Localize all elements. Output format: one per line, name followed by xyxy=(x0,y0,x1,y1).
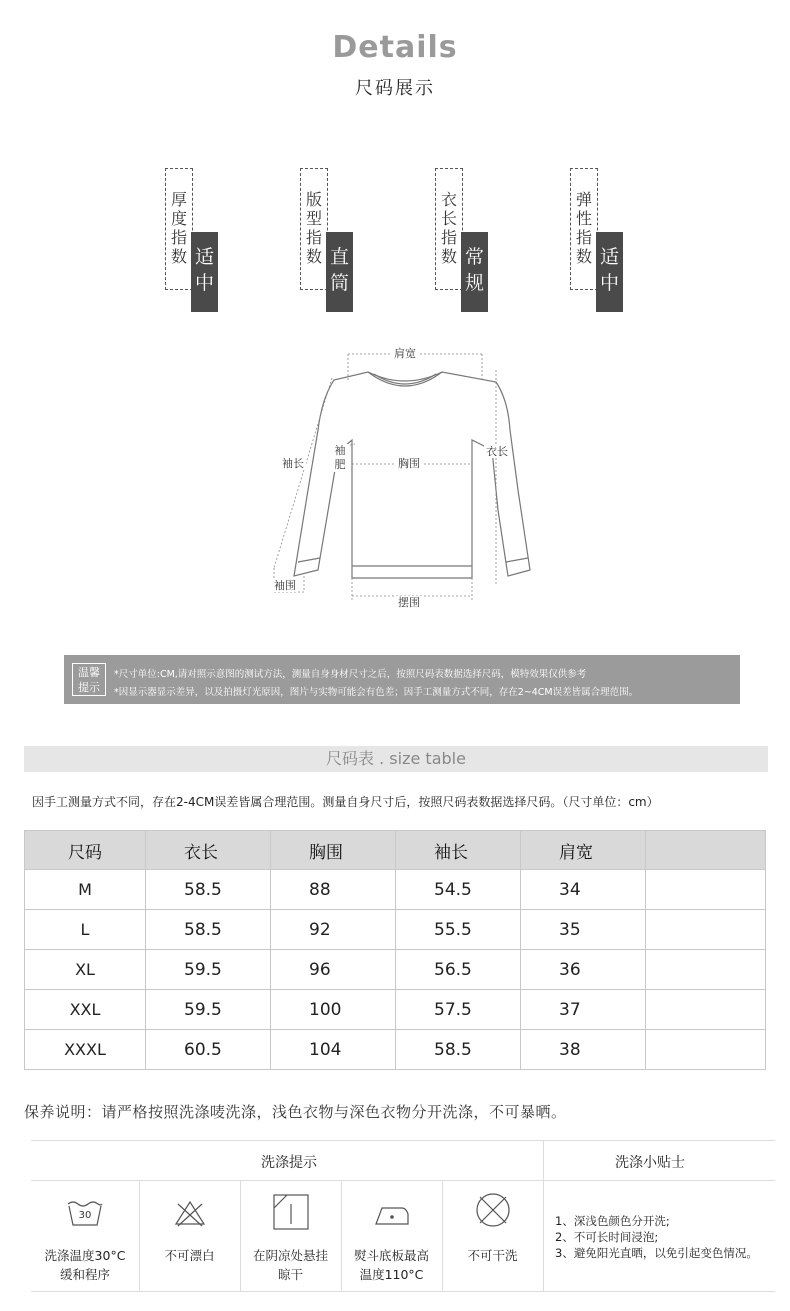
cell-empty xyxy=(646,1030,766,1070)
table-row xyxy=(25,1030,766,1070)
sweater-measurement-diagram xyxy=(260,340,550,620)
index-label: 弹性指数 xyxy=(575,190,592,266)
cell-shoulder: 34 xyxy=(521,870,646,910)
cell-size: XL xyxy=(25,950,146,990)
table-row xyxy=(25,910,766,950)
wash-notes-header: 洗涤小贴士 xyxy=(615,1155,685,1171)
wash-item-temperature xyxy=(31,1180,139,1292)
list-item: 1、深浅色颜色分开洗; xyxy=(555,1214,670,1228)
divider xyxy=(31,1140,775,1141)
wash-item-text: 在阴凉处悬挂 晾干 xyxy=(252,1248,328,1282)
cell-sleeve: 55.5 xyxy=(396,910,521,950)
header-sleeve: 袖长 xyxy=(396,831,521,870)
index-value: 适中 xyxy=(596,232,623,312)
list-item: 3、避免阳光直晒，以免引起变色情况。 xyxy=(555,1246,758,1260)
label-sleeve-length: 袖长 xyxy=(282,457,304,470)
wash-item-no-dry-clean xyxy=(442,1180,543,1292)
wash-guide-panel xyxy=(31,1140,775,1292)
iron-icon xyxy=(372,1198,412,1232)
cell-length: 60.5 xyxy=(146,1030,271,1070)
label-chest: 胸围 xyxy=(398,457,420,470)
wash-item-iron xyxy=(341,1180,442,1292)
size-table-title: 尺码表 . size table xyxy=(24,746,768,772)
cell-sleeve: 54.5 xyxy=(396,870,521,910)
index-fit xyxy=(300,168,360,313)
label-cuff: 袖围 xyxy=(274,579,296,592)
header-size: 尺码 xyxy=(25,831,146,870)
wash-item-text: 洗涤温度30°C 缓和程序 xyxy=(44,1248,126,1282)
wash-item-text: 熨斗底板最高 温度110°C xyxy=(353,1248,429,1282)
header-chest: 胸围 xyxy=(271,831,396,870)
wash-item-hang-dry xyxy=(240,1180,341,1292)
warm-tips-notice xyxy=(64,655,740,704)
index-value: 适中 xyxy=(191,232,218,312)
wash-item-text: 不可干洗 xyxy=(467,1248,518,1263)
table-row xyxy=(25,990,766,1030)
cell-shoulder: 36 xyxy=(521,950,646,990)
notice-line-2: *因显示器显示差异，以及拍摄灯光原因，图片与实物可能会有色差；因手工测量方式不同，存在2~4CM误差皆属合理范围。 xyxy=(114,687,639,698)
wash-item-no-bleach xyxy=(139,1180,240,1292)
index-label: 厚度指数 xyxy=(170,190,187,266)
index-elasticity xyxy=(570,168,630,313)
cell-empty xyxy=(646,910,766,950)
cell-empty xyxy=(646,990,766,1030)
index-value: 常规 xyxy=(461,232,488,312)
no-bleach-icon xyxy=(170,1198,210,1232)
label-length: 衣长 xyxy=(486,445,508,458)
cell-empty xyxy=(646,870,766,910)
notice-line-1: *尺寸单位:CM,请对照示意图的测试方法，测量自身身材尺寸之后，按照尺码表数据选择尺码，模特效果仅供参考 xyxy=(114,669,587,680)
care-instructions: 保养说明：请严格按照洗涤唛洗涤，浅色衣物与深色衣物分开洗涤，不可暴晒。 xyxy=(24,1103,567,1121)
sweater-outline-icon xyxy=(260,340,550,620)
cell-shoulder: 35 xyxy=(521,910,646,950)
no-dry-clean-icon xyxy=(473,1190,513,1234)
wash-item-text: 不可漂白 xyxy=(164,1248,215,1263)
cell-shoulder: 37 xyxy=(521,990,646,1030)
cell-chest: 100 xyxy=(271,990,396,1030)
table-row xyxy=(25,870,766,910)
divider xyxy=(543,1140,544,1292)
cell-chest: 96 xyxy=(271,950,396,990)
size-table-note: 因手工测量方式不同，存在2-4CM误差皆属合理范围。测量自身尺寸后，按照尺码表数据选择尺码。（尺寸单位：cm） xyxy=(32,795,659,809)
index-label: 版型指数 xyxy=(305,190,322,266)
cell-length: 59.5 xyxy=(146,990,271,1030)
hang-dry-shade-icon xyxy=(271,1192,311,1236)
list-item: 2、不可长时间浸泡; xyxy=(555,1230,659,1244)
wash-tips-list xyxy=(555,1213,758,1261)
size-table xyxy=(24,830,766,1070)
size-display-subtitle: 尺码展示 xyxy=(355,78,435,99)
cell-chest: 104 xyxy=(271,1030,396,1070)
cell-chest: 92 xyxy=(271,910,396,950)
cell-size: XXL xyxy=(25,990,146,1030)
cell-size: M xyxy=(25,870,146,910)
index-label: 衣长指数 xyxy=(440,190,457,266)
cell-length: 58.5 xyxy=(146,870,271,910)
label-sleeve-width: 袖肥 xyxy=(331,444,349,472)
index-length xyxy=(435,168,495,313)
table-row xyxy=(25,950,766,990)
cell-sleeve: 57.5 xyxy=(396,990,521,1030)
cell-empty xyxy=(646,950,766,990)
label-shoulder-width: 肩宽 xyxy=(394,347,416,360)
details-title: Details xyxy=(332,30,458,65)
cell-length: 58.5 xyxy=(146,910,271,950)
wash-tips-header: 洗涤提示 xyxy=(261,1155,317,1171)
cell-shoulder: 38 xyxy=(521,1030,646,1070)
cell-size: L xyxy=(25,910,146,950)
cell-sleeve: 56.5 xyxy=(396,950,521,990)
warm-tips-tag: 温馨提示 xyxy=(72,663,106,696)
header-length: 衣长 xyxy=(146,831,271,870)
table-header-row xyxy=(25,831,766,870)
cell-length: 59.5 xyxy=(146,950,271,990)
header-empty xyxy=(646,831,766,870)
wash-temperature-number: 30 xyxy=(78,1210,92,1221)
index-thickness xyxy=(165,168,225,313)
cell-sleeve: 58.5 xyxy=(396,1030,521,1070)
wash-tub-icon xyxy=(65,1198,105,1228)
cell-size: XXXL xyxy=(25,1030,146,1070)
index-value: 直筒 xyxy=(326,232,353,312)
cell-chest: 88 xyxy=(271,870,396,910)
label-hem: 摆围 xyxy=(398,596,420,609)
header-shoulder: 肩宽 xyxy=(521,831,646,870)
